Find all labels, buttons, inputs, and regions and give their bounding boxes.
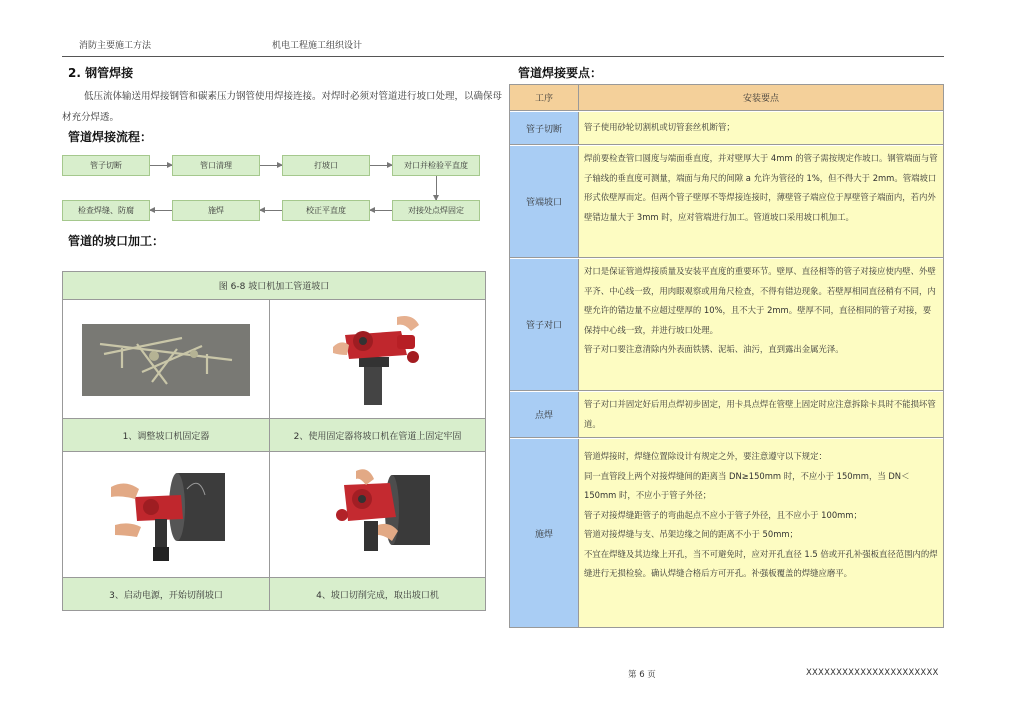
header-center: 机电工程施工组织设计 bbox=[272, 41, 363, 51]
row-line: 管道对接焊缝与支、吊架边缘之间的距离不小于 50mm； bbox=[584, 529, 798, 539]
figure-caption: 图 6-8 坡口机加工管道坡口 bbox=[63, 272, 485, 300]
header-divider bbox=[62, 56, 944, 57]
photo-caption-1: 1、调整坡口机固定器 bbox=[63, 419, 269, 451]
row-line: 不宜在焊缝及其边缘上开孔，当不可避免时，应对开孔直径 1.5 倍或开孔补强板直径范围内的焊缝进行无损检验。确认焊缝合格后方可开孔。补强板覆盖的焊缝应磨平。 bbox=[584, 548, 938, 578]
flow-step-bevel: 打坡口 bbox=[282, 155, 370, 176]
row-process-label: 施焊 bbox=[510, 439, 579, 627]
row-points-text bbox=[579, 146, 943, 257]
row-line: 管子对口要注意清除内外表面铁锈、泥垢、油污，直到露出金属光泽。 bbox=[584, 344, 844, 354]
table-row bbox=[510, 146, 943, 258]
row-points-text bbox=[579, 112, 943, 144]
bevel-figure-table bbox=[62, 271, 486, 611]
row-line: 管子使用砂轮切割机或切管套丝机断管； bbox=[584, 122, 735, 132]
flow-step-align: 对口并检验平直度 bbox=[392, 155, 480, 176]
row-line: 管道焊接时，焊缝位置除设计有规定之外，要注意遵守以下规定： bbox=[584, 451, 827, 461]
arrow-left-icon bbox=[150, 210, 172, 211]
flow-step-tack: 对接处点焊固定 bbox=[392, 200, 480, 221]
row-process-label: 管端坡口 bbox=[510, 146, 579, 257]
row-line: 对口是保证管道焊接质量及安装平直度的重要环节。壁厚、直径相等的管子对接应使内壁、外壁平齐、中心线一致，用肉眼观察或用角尺检查，不得有错边现象。若壁厚相同直径稍有不同，内壁允许的错边量不应超过壁厚的 10%，且不大于 2mm。壁厚不同，直径相同的管子对接，要保持中心线一致，并进行坡口处理。 bbox=[584, 266, 936, 335]
flow-step-cut: 管子切断 bbox=[62, 155, 150, 176]
arrow-right-icon bbox=[370, 165, 392, 166]
row-line: 管子对接焊缝距管子的弯曲起点不应小于管子外径，且不应小于 100mm； bbox=[584, 509, 862, 520]
table-row bbox=[510, 112, 943, 145]
photo-caption-4: 4、坡口切削完成，取出坡口机 bbox=[270, 578, 485, 610]
row-line: 管子对口并固定好后用点焊初步固定，用卡具点焊在管壁上固定时应注意拆除卡具时不能损坏管道。 bbox=[584, 399, 936, 429]
arrow-right-icon bbox=[150, 165, 172, 166]
row-points-text bbox=[579, 259, 943, 390]
col-header-process: 工序 bbox=[510, 85, 579, 111]
row-process-label: 管子对口 bbox=[510, 259, 579, 390]
arrow-down-icon bbox=[436, 176, 437, 200]
flow-step-inspect: 检查焊缝、防腐 bbox=[62, 200, 150, 221]
table-row bbox=[510, 259, 943, 391]
row-process-label: 点焊 bbox=[510, 392, 579, 437]
header-left: 消防主要施工方法 bbox=[79, 41, 152, 51]
key-points-heading: 管道焊接要点： bbox=[518, 66, 603, 80]
arrow-right-icon bbox=[260, 165, 282, 166]
flow-step-straighten: 校正平直度 bbox=[282, 200, 370, 221]
row-process-label: 管子切断 bbox=[510, 112, 579, 144]
flow-step-weld: 施焊 bbox=[172, 200, 260, 221]
photo-fix-on-pipe bbox=[270, 301, 485, 418]
bevel-heading: 管道的坡口加工： bbox=[68, 234, 165, 248]
row-line: 焊前要检查管口圆度与端面垂直度，并对壁厚大于 4mm 的管子需按规定作坡口。钢管端面与管子轴线的垂直度可测量，端面与角尺的间隙 a 允许为管径的 1%，但不得大于 2mm。管端坡口形式依壁厚而定。但两个管子壁厚不等焊接连接时，薄壁管子端应位于厚壁管子端面内，若内外壁错边量大于 3mm 时，应对管端进行加工。管道坡口采用坡口机加工。 bbox=[584, 153, 938, 222]
photo-cutting-done bbox=[270, 452, 485, 577]
key-points-table bbox=[509, 84, 944, 628]
photo-caption-3: 3、启动电源，开始切削坡口 bbox=[63, 578, 269, 610]
row-line: 同一直管段上两个对接焊缝间的距离当 DN≥150mm 时，不应小于 150mm，当 DN＜150mm 时，不应小于管子外径； bbox=[584, 470, 910, 500]
col-header-points: 安装要点 bbox=[579, 85, 943, 111]
photo-start-cutting bbox=[63, 452, 269, 577]
arrow-left-icon bbox=[370, 210, 392, 211]
intro-paragraph: 低压流体输送用焊接钢管和碳素压力钢管使用焊接连接。对焊时必须对管道进行坡口处理，以确保母材充分焊透。 bbox=[62, 91, 503, 123]
flow-heading: 管道焊接流程： bbox=[68, 130, 153, 144]
arrow-left-icon bbox=[260, 210, 282, 211]
photo-fixture-adjust bbox=[63, 301, 269, 418]
page-number: 第 6 页 bbox=[628, 670, 656, 680]
table-row bbox=[510, 439, 943, 627]
flow-step-clean: 管口清理 bbox=[172, 155, 260, 176]
row-points-text bbox=[579, 439, 943, 627]
photo-caption-2: 2、使用固定器将坡口机在管道上固定牢固 bbox=[270, 419, 485, 451]
row-points-text bbox=[579, 392, 943, 437]
section-title: 2. 钢管焊接 bbox=[68, 66, 134, 80]
table-row bbox=[510, 392, 943, 438]
footer-code: XXXXXXXXXXXXXXXXXXXXXX bbox=[806, 668, 939, 678]
